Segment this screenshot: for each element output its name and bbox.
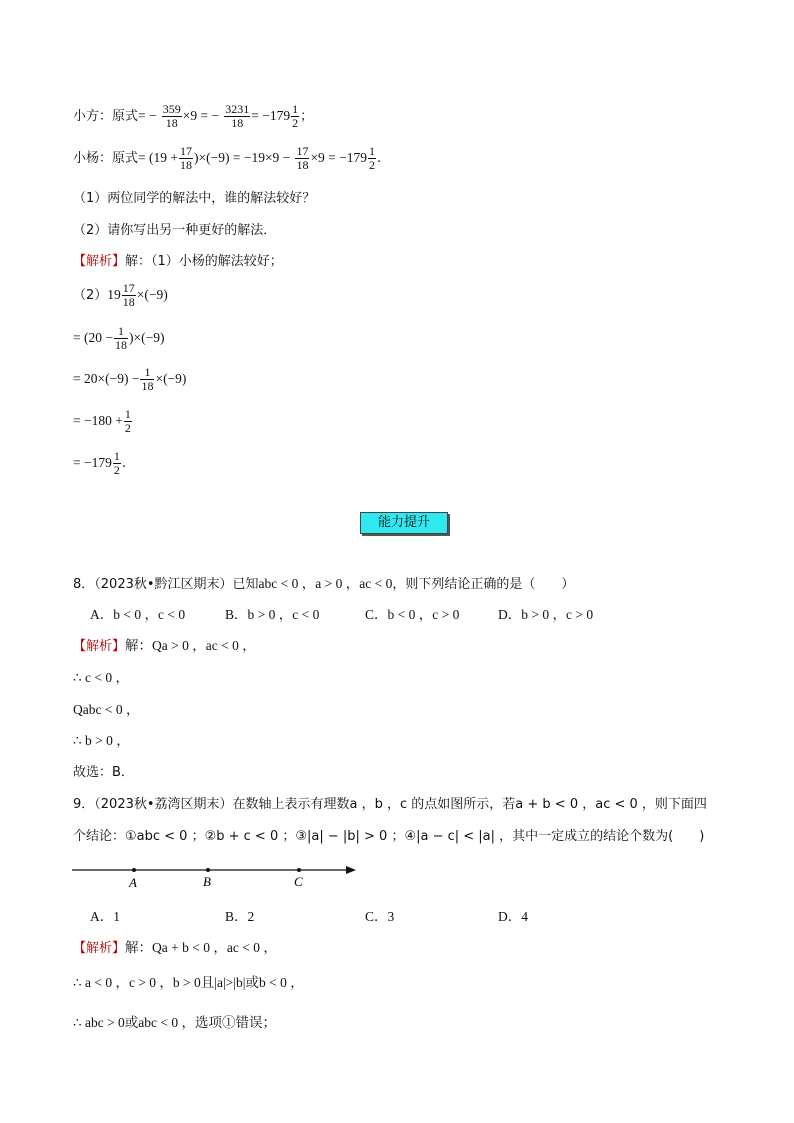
text: ；	[300, 109, 314, 124]
denominator: 2	[113, 463, 120, 477]
fraction	[113, 450, 121, 477]
numerator: 1	[140, 366, 154, 380]
numerator: 359	[162, 102, 181, 116]
numerator: 17	[296, 144, 309, 158]
denominator: 2	[369, 158, 376, 172]
fraction	[291, 103, 299, 130]
point-b-label: B	[203, 874, 211, 889]
fraction	[224, 103, 250, 130]
q9-analysis-line-1	[73, 936, 277, 956]
solution-step-3	[73, 366, 186, 393]
question-9-stem-2: 个结论：①abc < 0 ；②b + c < 0 ；③|a| − |b| > 0 ；④|a − c| < |a| ，其中一定成立的结论个数为( )	[73, 829, 705, 844]
question-part-1: （1）两位同学的解法中，谁的解法较好？	[73, 191, 316, 206]
question-8-stem	[73, 572, 574, 592]
denominator: 18	[180, 158, 192, 172]
solution-step-4	[73, 408, 133, 435]
math: = −180 +	[73, 413, 123, 428]
question-part-2: （2）请你写出另一种更好的解法．	[73, 223, 277, 238]
math: = (19 +	[138, 150, 178, 165]
math: ×9 = −	[182, 108, 220, 123]
q8-option-a: A．b < 0 ，c < 0	[90, 607, 186, 622]
text: 小杨：原式	[73, 151, 139, 166]
math: ×(−9)	[136, 287, 168, 302]
q9-option-b: B．2	[225, 909, 255, 924]
math: ×9 = −179	[310, 150, 368, 165]
xiaoyang-solution-line	[73, 145, 381, 172]
xiaofang-solution-line	[73, 103, 313, 130]
denominator: 18	[231, 116, 244, 130]
analysis-tag: 【解析】	[73, 639, 126, 654]
q8-analysis-line-1	[73, 634, 256, 654]
section-title: 能力提升	[360, 512, 448, 534]
fraction	[162, 103, 182, 130]
denominator: 18	[122, 295, 135, 309]
denominator: 18	[165, 116, 178, 130]
point-a-label: A	[129, 875, 137, 890]
numerator: 1	[124, 407, 131, 421]
q8-analysis-line-3: Qabc < 0 ，	[73, 702, 140, 717]
fraction	[295, 145, 309, 172]
numerator: 17	[180, 144, 192, 158]
denominator: 2	[292, 116, 299, 130]
numerator: 3231	[225, 102, 250, 116]
q9-analysis-line-2: ∴ a < 0 ，c > 0 ，b > 0且|a|>|b|或b < 0 ，	[73, 975, 304, 990]
numerator: 1	[369, 144, 376, 158]
math: = −179	[251, 108, 291, 123]
denominator: 18	[296, 158, 309, 172]
fraction	[140, 366, 154, 393]
analysis-tag: 【解析】	[73, 254, 126, 269]
denominator: 2	[124, 421, 131, 435]
math: = −179	[73, 455, 112, 470]
point-c-label: C	[294, 874, 303, 889]
math: 19	[107, 287, 121, 302]
q9-option-c: C．3	[365, 909, 395, 924]
fraction	[179, 145, 193, 172]
text: .	[121, 456, 126, 471]
math: )×(−9)	[128, 330, 165, 345]
q9-analysis-line-3: ∴ abc > 0或abc < 0 ，选项①错误；	[73, 1015, 277, 1030]
point-c	[297, 868, 301, 872]
fraction	[114, 325, 128, 352]
text: .	[377, 151, 382, 166]
solution-step-2	[73, 325, 164, 352]
numerator: 17	[122, 281, 135, 295]
math: = −	[138, 108, 157, 123]
math: 解：Qa > 0 ，ac < 0 ，	[125, 638, 256, 653]
fraction	[122, 282, 136, 309]
q8-analysis-line-4: ∴ b > 0 ，	[73, 733, 130, 748]
numerator: 1	[114, 325, 128, 339]
math: abc < 0 ，a > 0 ，ac < 0	[258, 576, 393, 591]
q9-option-a: A．1	[90, 909, 120, 924]
answer-line	[73, 250, 283, 269]
denominator: 18	[141, 379, 154, 393]
math: 解：Qa + b < 0 ，ac < 0 ，	[125, 940, 277, 955]
text: 8．（2023秋•黔江区期末）已知	[73, 577, 259, 592]
math: ×(−9)	[155, 371, 187, 386]
fraction	[368, 145, 376, 172]
point-b	[206, 868, 210, 872]
text: ，则下列结论正确的是（ ）	[392, 577, 575, 592]
question-9-stem-1: 9．（2023秋•荔湾区期末）在数轴上表示有理数a ，b ，c 的点如图所示，若a + b < 0 ，ac < 0 ，则下面四	[73, 797, 707, 812]
text: （2）	[73, 288, 108, 303]
q8-option-b: B．b > 0 ，c < 0	[225, 607, 320, 622]
fraction	[124, 408, 132, 435]
q8-analysis-line-2: ∴ c < 0 ，	[73, 670, 129, 685]
axis-arrow-icon	[346, 866, 356, 874]
numerator: 1	[113, 449, 120, 463]
q9-option-d: D．4	[498, 909, 528, 924]
analysis-tag: 【解析】	[73, 941, 126, 956]
solution-step-1	[73, 282, 168, 309]
denominator: 18	[114, 338, 127, 352]
answer-text: 解：（1）小杨的解法较好；	[125, 254, 283, 269]
text: 小方：原式	[73, 109, 139, 124]
math: = 20×(−9) −	[73, 371, 140, 386]
number-line-figure	[70, 858, 370, 893]
numerator: 1	[292, 102, 299, 116]
point-a	[132, 868, 136, 872]
math: = (20 −	[73, 330, 113, 345]
math: )×(−9) = −19×9 −	[194, 150, 291, 165]
q8-answer: 故选：B．	[73, 765, 134, 780]
q8-option-c: C．b < 0 ，c > 0	[365, 607, 460, 622]
solution-step-5	[73, 450, 126, 477]
q8-option-d: D．b > 0 ，c > 0	[498, 607, 594, 622]
